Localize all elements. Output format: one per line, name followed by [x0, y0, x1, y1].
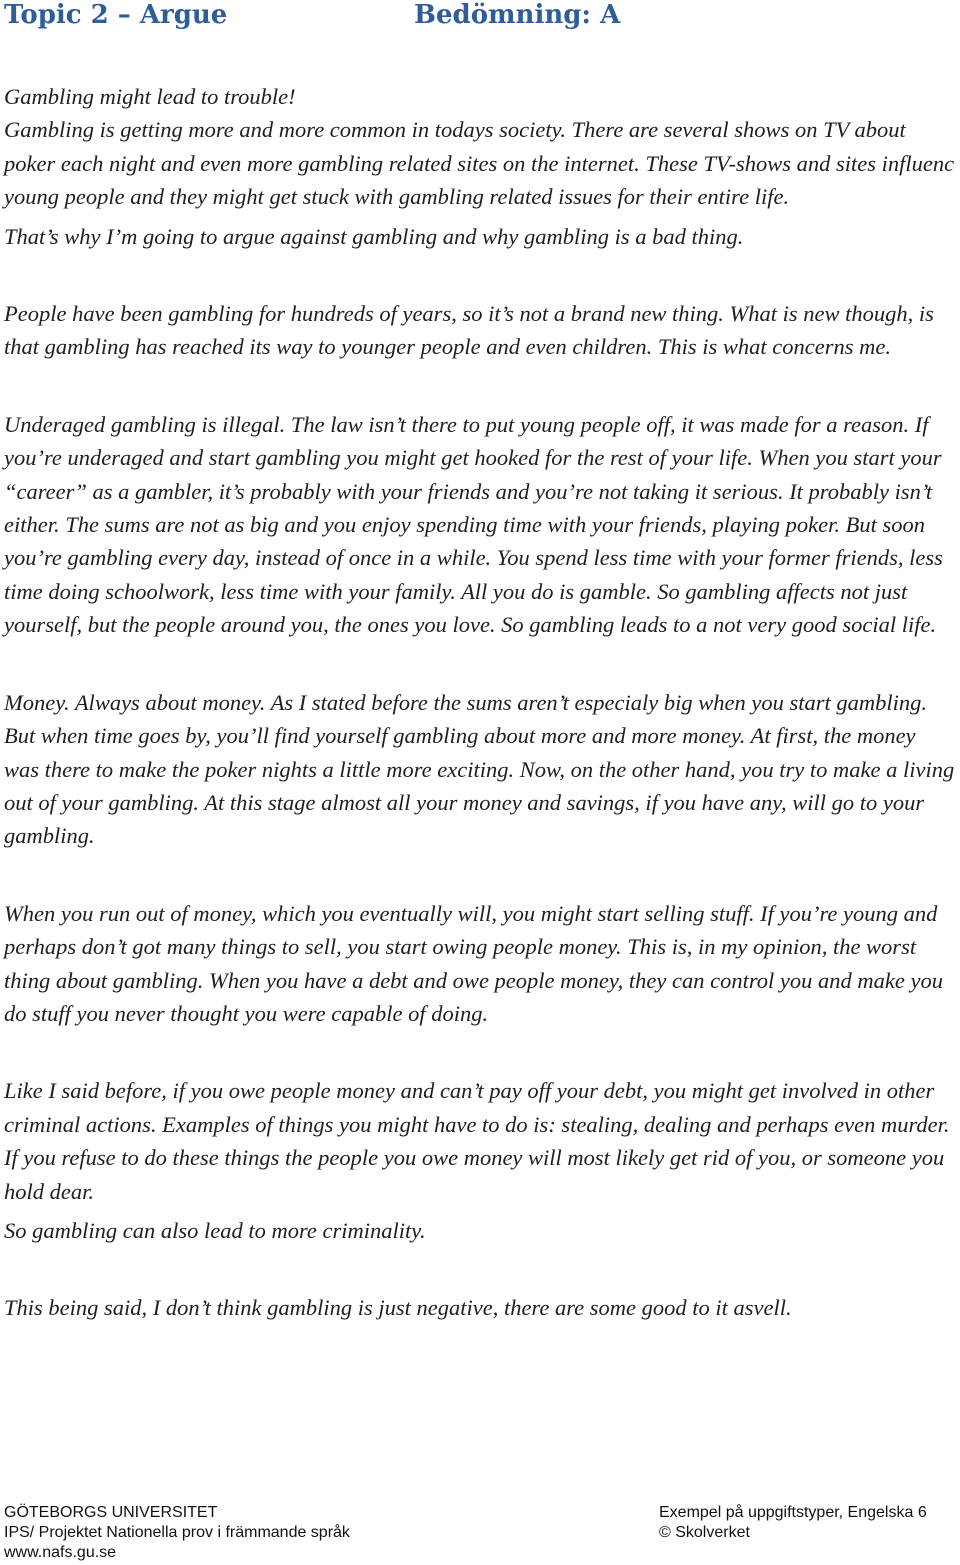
footer-university: GÖTEBORGS UNIVERSITET — [4, 1504, 218, 1521]
footer-website: www.nafs.gu.se — [4, 1544, 117, 1561]
footer-project: IPS/ Projektet Nationella prov i främmande språk — [4, 1524, 350, 1541]
essay-paragraph-conclusion: This being said, I don’t think gambling is just negative, there are some good to it asvell. — [4, 1295, 792, 1321]
essay-paragraph-thesis: That’s why I’m going to argue against gambling and why gambling is a bad thing. — [4, 223, 744, 249]
essay-body — [4, 80, 956, 1325]
essay-title: Gambling might lead to trouble! — [4, 84, 296, 109]
essay-paragraph-underaged: Underaged gambling is illegal. The law isn’t there to put young people off, it was made for a reason. If you’re underaged and start gambling you might get hooked for the rest of your life. When you start your “career” as a gambler, it’s probably with your friends and you’re not taking it serious. It probably isn’t either. The sums are not as big and you enjoy spending time with your friends, playing poker. But soon you’re gambling every day, instead of once in a while. You spend less time with your former friends, less time doing schoolwork, less time with your family. All you do is gamble. So gambling affects not just yourself, but the people around you, the ones you love. So gambling leads to a not very good social life. — [4, 411, 943, 638]
essay-paragraph-crime: Like I said before, if you owe people money and can’t pay off your debt, you might get involved in other criminal actions. Examples of things you might have to do is: stealing, dealing and perhaps even murder. If you refuse to do these things the people you owe money will most likely get rid of you, or someone you hold dear. — [4, 1078, 950, 1204]
essay-paragraph-money: Money. Always about money. As I stated before the sums aren’t especialy big when you start gambling. But when time goes by, you’ll find yourself gambling about more and more money. At first, the money was there to make the poker nights a little more exciting. Now, on the other hand, you try to make a living out of your gambling. At this stage almost all your money and savings, if you have any, will go to your gambling. — [4, 689, 955, 849]
topic-heading: Topic 2 – Argue — [4, 0, 228, 30]
essay-paragraph-debt: When you run out of money, which you eventually will, you might start selling stuff. If you’re young and perhaps don’t got many things to sell, you start owing people money. This is, in my opinion, the worst thing about gambling. When you have a debt and owe people money, they can control you and make you do stuff you never thought you were capable of doing. — [4, 900, 943, 1026]
footer-copyright: © Skolverket — [659, 1524, 750, 1541]
footer-left — [4, 1503, 524, 1563]
essay-paragraph-intro: Gambling is getting more and more common in todays society. There are several shows on TV about poker each night and even more gambling related sites on the internet. These TV-shows and sites influenc young people and they might get stuck with gambling related issues for their entire life. — [4, 117, 955, 210]
page-header — [4, 0, 954, 34]
footer-right — [659, 1503, 959, 1543]
grade-heading: Bedömning: A — [414, 0, 621, 30]
essay-paragraph-criminality: So gambling can also lead to more criminality. — [4, 1217, 426, 1243]
essay-paragraph-history: People have been gambling for hundreds of years, so it’s not a brand new thing. What is new though, is that gambling has reached its way to younger people and even children. This is what concerns me. — [4, 301, 934, 360]
footer-example-type: Exempel på uppgiftstyper, Engelska 6 — [659, 1504, 927, 1521]
